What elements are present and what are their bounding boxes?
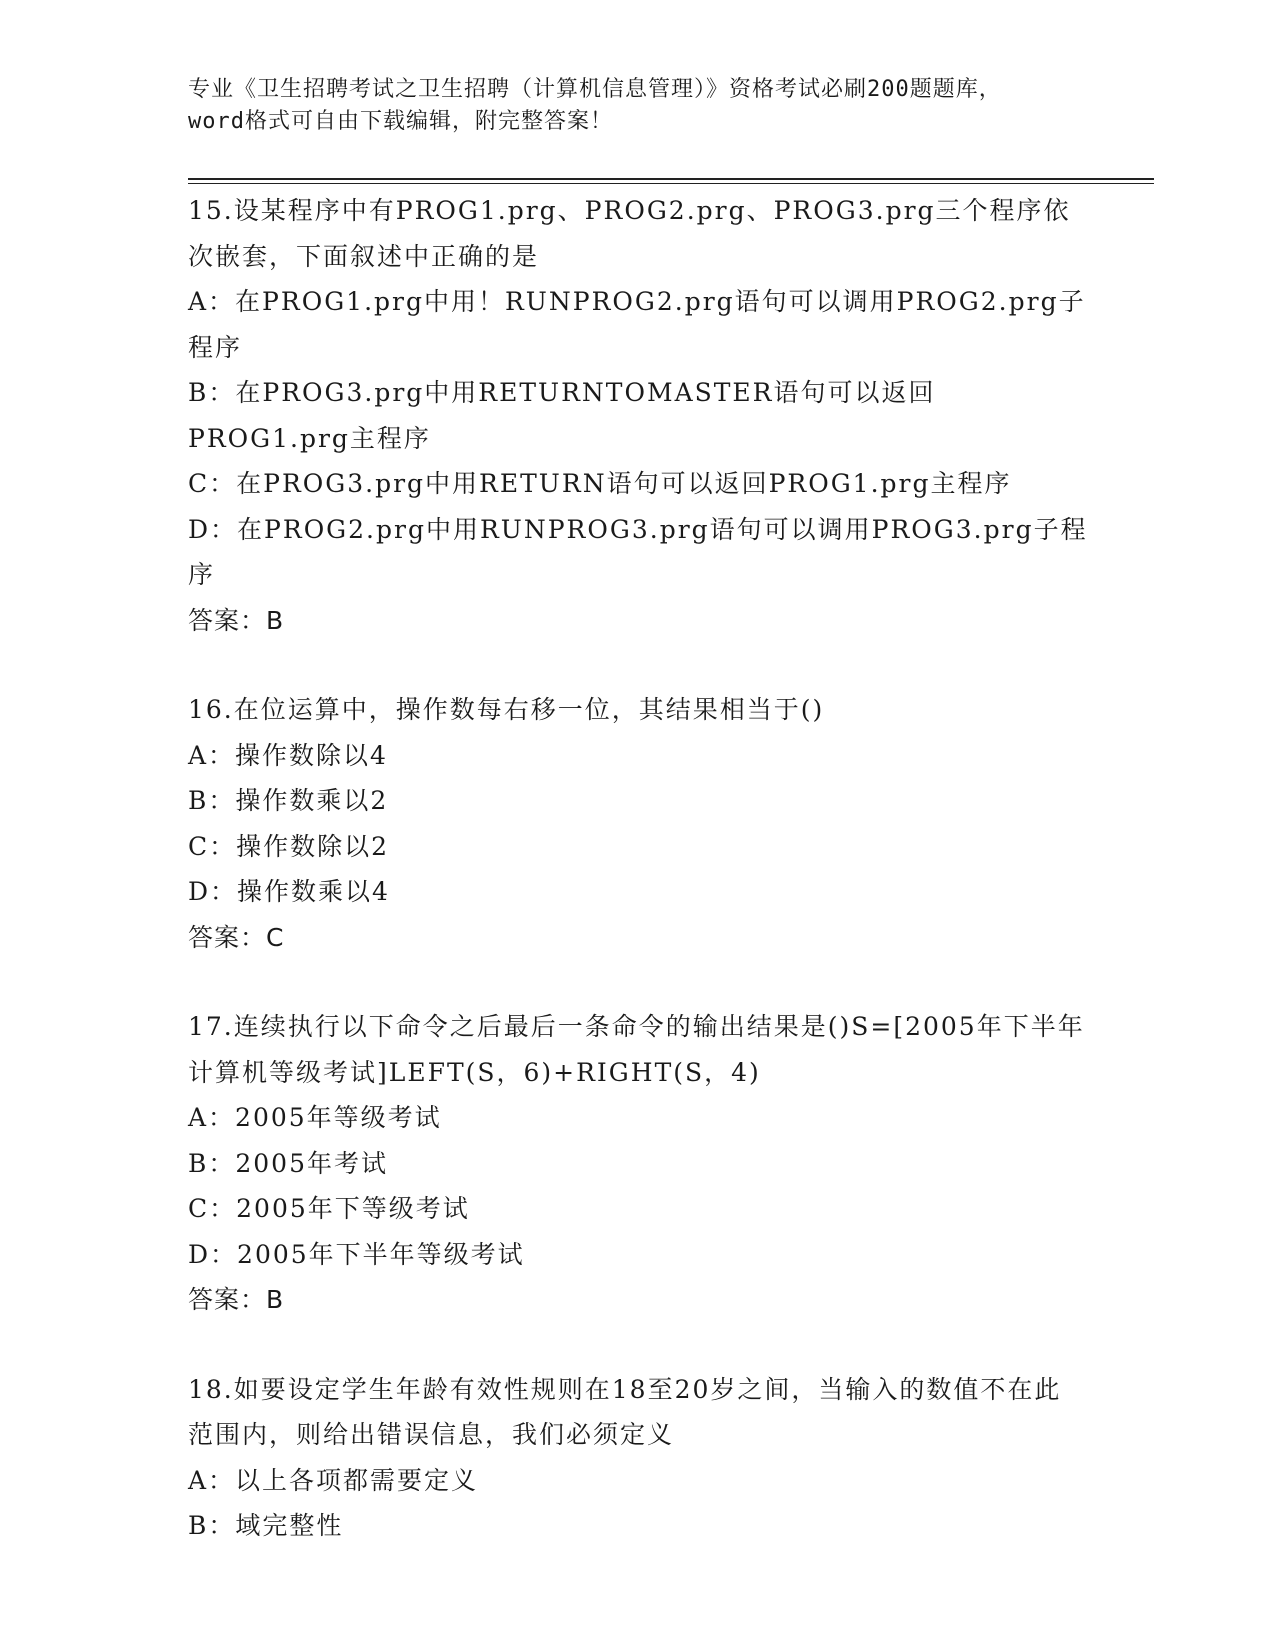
option-b: B：域完整性 (188, 1511, 344, 1540)
option-a: A：操作数除以4 (188, 740, 388, 770)
question-text: 16.在位运算中，操作数每右移一位，其结果相当于() (188, 695, 825, 724)
question-text: 15.设某程序中有PROG1.prg、PROG2.prg、PROG3.prg三个程序依次嵌套，下面叙述中正确的是 (188, 196, 1071, 271)
option-b: B：2005年考试 (188, 1148, 388, 1178)
question-list (188, 188, 1088, 1593)
answer-text: 答案：B (188, 605, 285, 635)
header-line-1: 专业《卫生招聘考试之卫生招聘（计算机信息管理）》资格考试必刷200题题库， (188, 77, 1002, 102)
option-d: D：操作数乘以4 (188, 877, 390, 906)
option-d: D：2005年下半年等级考试 (188, 1239, 525, 1269)
question-17 (188, 1004, 1088, 1323)
option-a: A：以上各项都需要定义 (188, 1465, 479, 1495)
option-a: A：在PROG1.prg中用！RUNPROG2.prg语句可以调用PROG2.prg子程序 (188, 287, 1086, 362)
header-divider-thin (188, 183, 1154, 184)
option-b: B：操作数乘以2 (188, 786, 389, 815)
option-b: B：在PROG3.prg中用RETURNTOMASTER语句可以返回PROG1.prg主程序 (188, 378, 936, 453)
question-text: 17.连续执行以下命令之后最后一条命令的输出结果是()S=[2005年下半年计算机等级考试]LEFT(S，6)+RIGHT(S，4) (188, 1012, 1085, 1087)
option-d: D：在PROG2.prg中用RUNPROG3.prg语句可以调用PROG3.prg子程序 (188, 514, 1088, 589)
question-18 (188, 1367, 1088, 1549)
document-header (188, 74, 1088, 138)
question-16 (188, 687, 1088, 960)
header-divider-thick (188, 178, 1154, 180)
option-a: A：2005年等级考试 (188, 1103, 442, 1132)
option-c: C：在PROG3.prg中用RETURN语句可以返回PROG1.prg主程序 (188, 469, 1012, 498)
answer-text: 答案：C (188, 922, 285, 952)
option-c: C：2005年下等级考试 (188, 1194, 470, 1223)
answer-text: 答案：B (188, 1285, 285, 1314)
question-15 (188, 188, 1088, 643)
option-c: C：操作数除以2 (188, 831, 390, 861)
header-line-2: word格式可自由下载编辑，附完整答案！ (188, 109, 613, 134)
question-text: 18.如要设定学生年龄有效性规则在18至20岁之间，当输入的数值不在此范围内，则给出错误信息，我们必须定义 (188, 1374, 1062, 1449)
